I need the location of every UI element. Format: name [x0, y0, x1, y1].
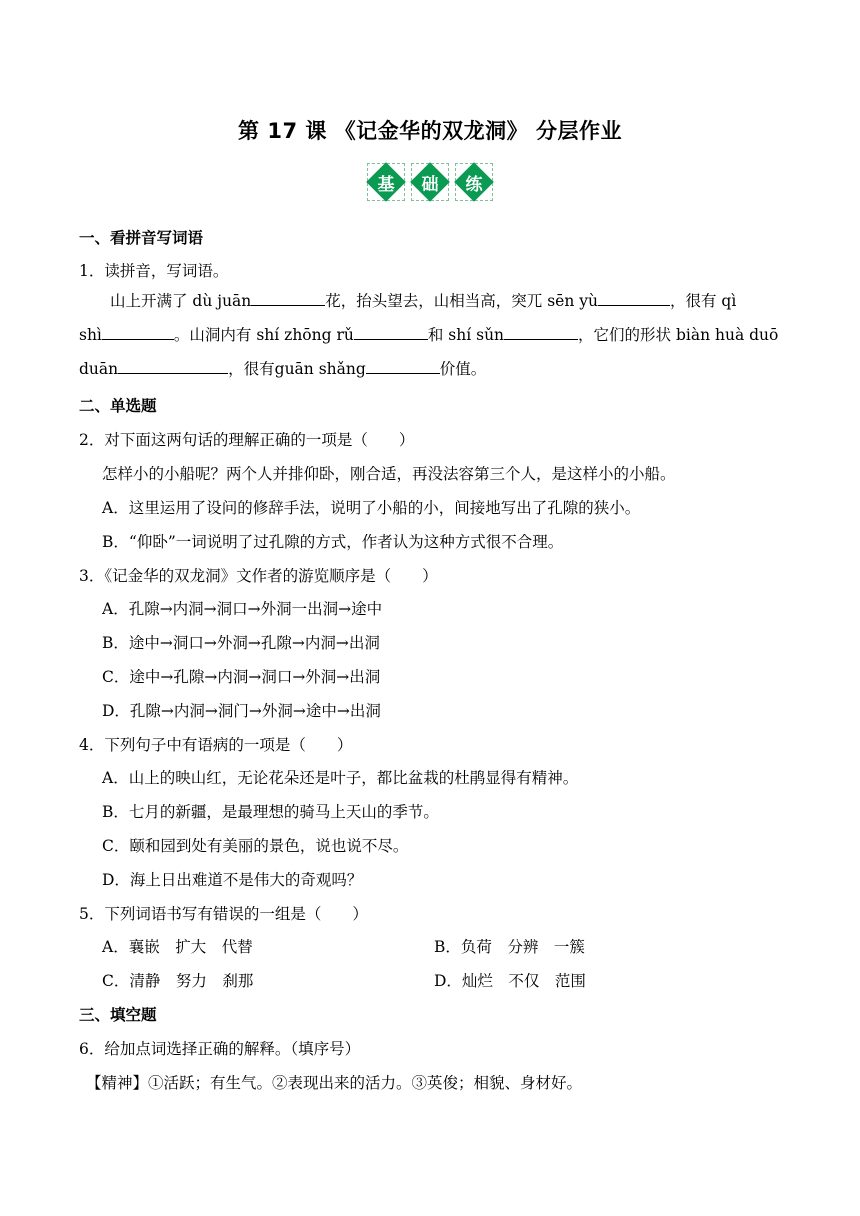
- option-2a[interactable]: A．这里运用了设问的修辞手法，说明了小船的小，间接地写出了孔隙的狭小。: [102, 499, 641, 517]
- section-heading-1: 一、看拼音写词语: [79, 229, 204, 247]
- passage-text: 。山洞内有 shí zhōng rǔ: [173, 326, 354, 344]
- badge-char: 础: [421, 174, 439, 195]
- option-4b[interactable]: B．七月的新疆，是最理想的骑马上天山的季节。: [102, 803, 439, 821]
- badge-char: 基: [377, 174, 395, 195]
- option-3d[interactable]: D．孔隙→内洞→洞门→外洞→途中→出洞: [102, 702, 381, 720]
- option-2b[interactable]: B．“仰卧”一词说明了过孔隙的方式，作者认为这种方式很不合理。: [102, 533, 564, 551]
- passage-text: ，很有guān shǎng: [228, 360, 366, 378]
- question-5-stem: 5．下列词语书写有错误的一组是（ ）: [79, 905, 368, 923]
- badge-tile: [455, 163, 493, 201]
- badge-tile: [367, 163, 405, 201]
- answer-blank[interactable]: [354, 323, 428, 340]
- section-badge: [0, 163, 860, 201]
- passage-text: ，它们的形状 biàn huà duō: [578, 326, 779, 344]
- answer-blank[interactable]: [102, 323, 174, 340]
- section-heading-2: 二、单选题: [79, 397, 157, 415]
- question-2-quote: 怎样小的小船呢？两个人并排仰卧，刚合适，再没法容第三个人，是这样小的小船。: [102, 465, 676, 483]
- question-3-stem: 3．《记金华的双龙洞》文作者的游览顺序是（ ）: [79, 567, 438, 585]
- option-4c[interactable]: C．颐和园到处有美丽的景色，说也说不尽。: [102, 837, 409, 855]
- question-4-stem: 4．下列句子中有语病的一项是（ ）: [79, 736, 353, 754]
- question-6-stem: 6．给加点词选择正确的解释。（填序号）: [79, 1040, 361, 1058]
- passage-text: 价值。: [439, 360, 487, 378]
- answer-blank[interactable]: [366, 357, 440, 374]
- passage-text: duān: [79, 360, 119, 378]
- option-3a[interactable]: A．孔隙→内洞→洞口→外洞一出洞→途中: [102, 600, 383, 618]
- question-1-stem: 1．读拼音，写词语。: [79, 262, 229, 280]
- option-5b[interactable]: B．负荷 分辨 一簇: [434, 938, 585, 956]
- option-5a[interactable]: A．襄嵌 扩大 代替: [102, 938, 253, 956]
- option-4d[interactable]: D．海上日出难道不是伟大的奇观吗？: [102, 871, 363, 889]
- passage-text: shì: [79, 326, 102, 344]
- page-title: 第 17 课 《记金华的双龙洞》 分层作业: [238, 119, 622, 143]
- passage-text: 山上开满了 dù juān: [110, 292, 252, 310]
- option-5c[interactable]: C．清静 努力 刹那: [102, 972, 254, 990]
- option-3b[interactable]: B．途中→洞口→外洞→孔隙→内洞→出洞: [102, 634, 380, 652]
- answer-blank[interactable]: [504, 323, 578, 340]
- option-4a[interactable]: A．山上的映山红，无论花朵还是叶子，都比盆栽的杜鹃显得有精神。: [102, 769, 579, 787]
- answer-blank[interactable]: [118, 357, 228, 374]
- question-2-stem: 2．对下面这两句话的理解正确的一项是（ ）: [79, 431, 415, 449]
- question-1-passage: [79, 284, 779, 386]
- option-3c[interactable]: C．途中→孔隙→内洞→洞口→外洞→出洞: [102, 668, 381, 686]
- option-5d[interactable]: D．灿烂 不仅 范围: [434, 972, 586, 990]
- badge-char: 练: [465, 174, 483, 195]
- question-6-definition: 【精神】①活跃；有生气。②表现出来的活力。③英俊；相貌、身材好。: [86, 1074, 583, 1092]
- passage-text: 花，抬头望去，山相当高，突兀 sēn yù: [325, 292, 598, 310]
- answer-blank[interactable]: [598, 289, 670, 306]
- passage-text: ，很有 qì: [670, 292, 737, 310]
- answer-blank[interactable]: [251, 289, 325, 306]
- section-heading-3: 三、填空题: [79, 1006, 157, 1024]
- badge-tile: [411, 163, 449, 201]
- passage-text: 和 shí sǔn: [427, 326, 505, 344]
